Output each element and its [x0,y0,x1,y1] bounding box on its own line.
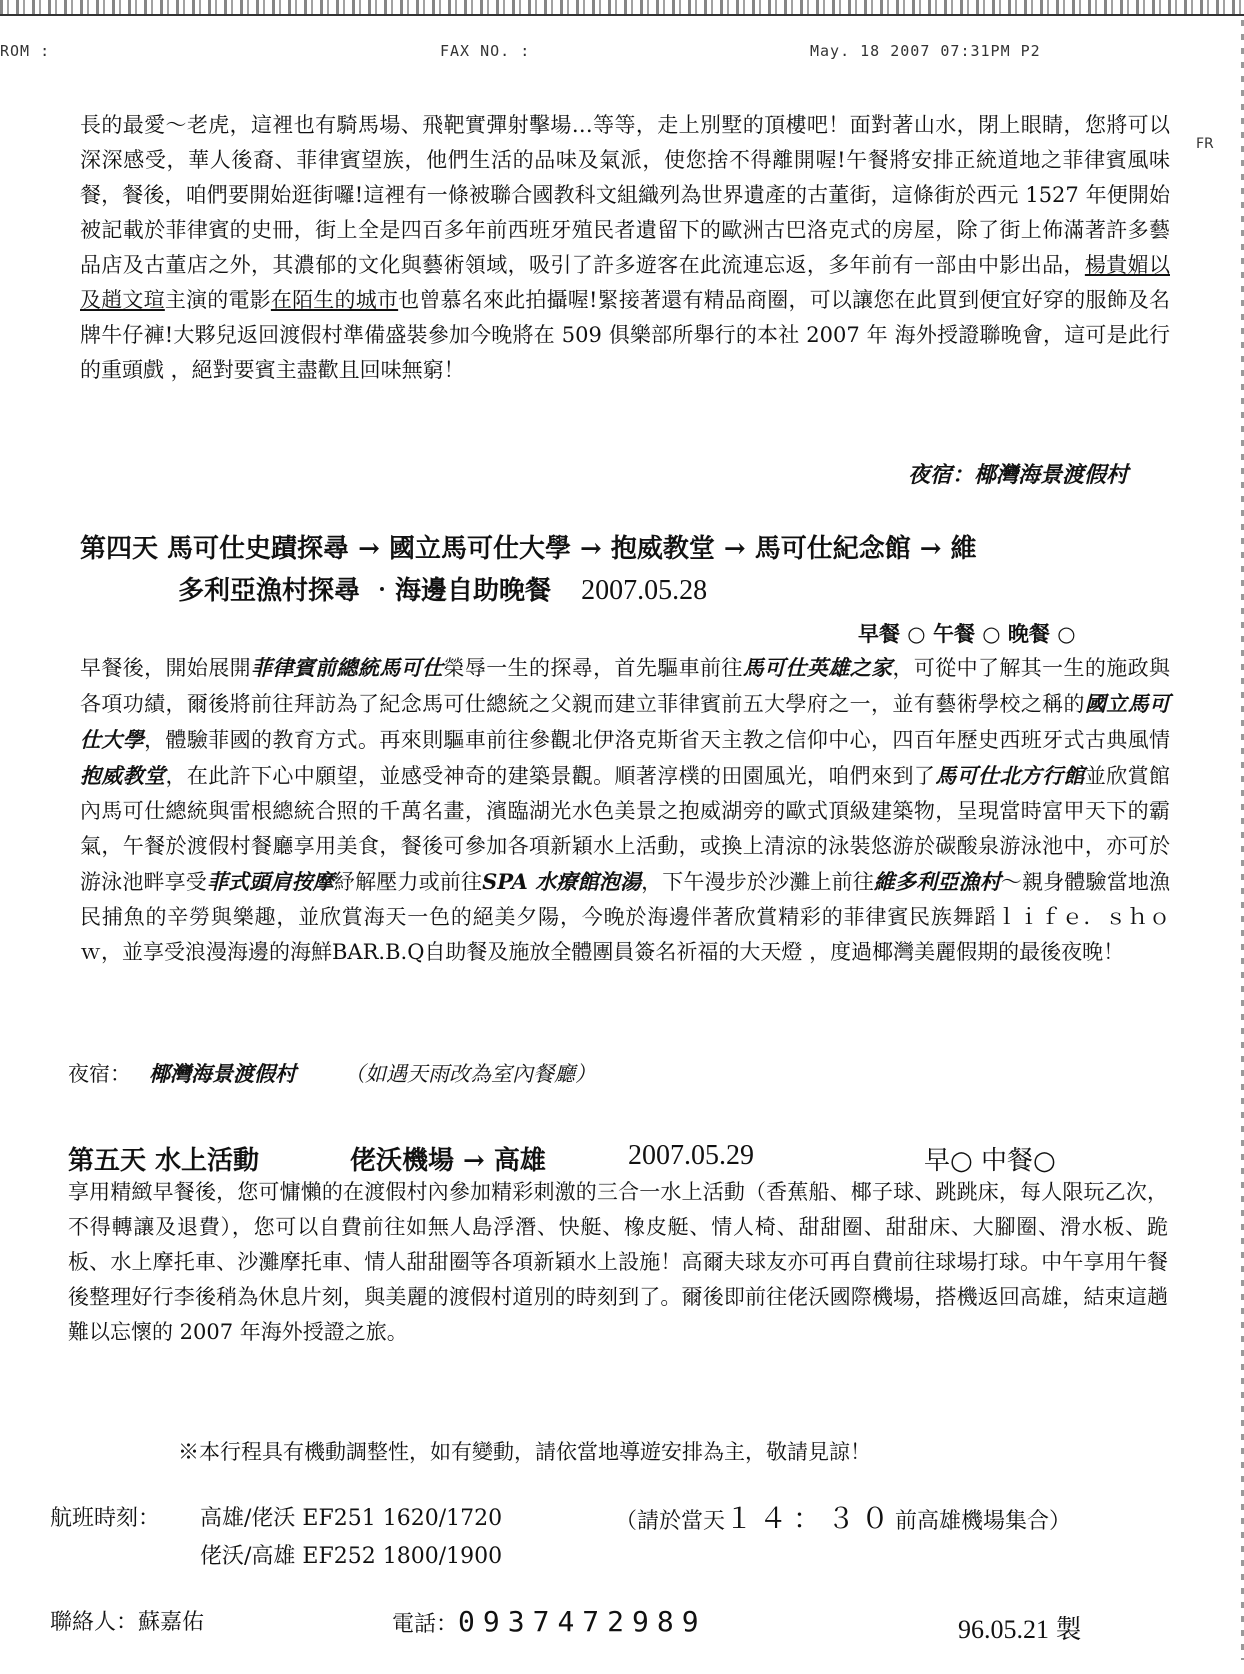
day4-highlight: SPA 水療館泡湯 [482,869,642,894]
flight-label: 航班時刻： [50,1506,161,1531]
side-mark: FR [1196,136,1214,152]
stay-note: （如遇天雨改為室內餐廳） [344,1062,596,1086]
phone-label: 電話： [392,1612,459,1637]
fax-noise-band [0,0,1244,14]
day4-highlight: 馬可仕北方行館 [935,763,1085,788]
stay-label: 夜宿： [68,1062,131,1086]
day4-text: 並欣賞館內馬可仕總統與雷根總統合照的千萬名畫，濱臨湖光水色美景之抱威湖旁的歐式頂級建築物，呈現當時富甲天下的霸氣，午餐於渡假村餐廳享用美食，餐後可參加各項新穎水上活動，或換上清涼的泳裝悠游於碳酸泉游泳池中，亦可於游泳池畔享受 [80,764,1171,894]
day4-title-line1: 第四天 馬可仕史蹟探尋 → 國立馬可仕大學 → 抱威教堂 → 馬可仕紀念館 → 維 [80,534,977,564]
day5-meals: 早○ 中餐○ [924,1146,1056,1176]
day3-paragraph [80,108,1170,388]
day5-route: 佬沃機場 → 高雄 [350,1146,546,1176]
phone [392,1605,707,1638]
footer [0,1605,1244,1645]
flight-return: 佬沃/高雄 EF252 1800/1900 [200,1544,503,1569]
day4-title-line2: 多利亞漁村探尋 ‧海邊自助晚餐 [178,576,552,606]
day4-highlight: 維多利亞漁村 [873,869,1001,894]
day4-title [80,528,1180,612]
day4-meals: 早餐 ○ 午餐 ○ 晚餐 ○ [858,621,1076,646]
day3-stay: 夜宿：椰灣海景渡假村 [908,462,1129,488]
fax-date: May. 18 2007 07:31PM P2 [810,42,1041,60]
gather-pre: （請於當天 [615,1509,726,1534]
fax-top-rule [0,14,1244,16]
day4-text: ～親身體驗當地漁民捕魚的辛勞與樂趣，並欣賞海天一色的絕美夕陽，今晚於海邊伴著欣賞精彩的菲律賓民族舞蹈ｌｉｆｅ．ｓｈｏｗ，並享受浪漫海邊的海鮮BAR.B.Q自助餐及施放全體團員簽名祈福的大天燈 ，度過椰灣美麗假期的最後夜晚！ [80,870,1171,964]
day4-text: ，體驗菲國的教育方式。再來則驅車前往參觀北伊洛克斯省天主教之信仰中心，四百年歷史西班牙式古典風情 [144,728,1170,752]
gather-post: 前高雄機場集合） [895,1509,1072,1534]
actors: 楊貴媚以及趙文瑄 [80,253,1170,312]
day4-text: ，在此許下心中願望，並感受神奇的建築景觀。順著淳樸的田園風光，咱們來到了 [165,764,936,788]
day4-date: 2007.05.28 [581,575,708,606]
day4-highlight: 國立馬可仕大學 [80,691,1170,752]
flight-outbound: 高雄/佬沃 EF251 1620/1720 [200,1506,503,1531]
day4-highlight: 抱威教堂 [80,763,166,788]
day4-highlight: 菲律賓前總統馬可仕 [251,655,444,680]
day4-stay [68,1058,596,1088]
movie-title: 在陌生的城市 [270,288,399,312]
day4-text: 早餐後，開始展開 [80,656,252,680]
day5-label: 第五天 水上活動 [68,1146,260,1176]
itinerary-notice: ※本行程具有機動調整性，如有變動，請依當地導遊安排為主，敬請見諒！ [178,1440,871,1464]
day5-paragraph: 享用精緻早餐後，您可慵懶的在渡假村內參加精彩刺激的三合一水上活動（香蕉船、椰子球、跳跳床，每人限玩乙次，不得轉讓及退費），您可以自費前往如無人島浮潛、快艇、橡皮艇、情人椅、甜甜圈、甜甜床、大腳圈、滑水板、跪板、水上摩托車、沙灘摩托車、情人甜甜圈等各項新穎水上設施！高爾夫球友亦可再自費前往球場打球。中午享用午餐後整理好行李後稍為休息片刻，與美麗的渡假村道別的時刻到了。爾後即前往佬沃國際機場，搭機返回高雄，結束這趟難以忘懷的 2007 年海外授證之旅。 [68,1180,1168,1344]
fax-number: FAX NO. : [440,42,531,60]
day4-text: 榮辱一生的探尋，首先驅車前往 [443,656,743,680]
phone-number: 0937472989 [458,1605,707,1638]
fax-header [0,42,1244,66]
contact-person: 聯絡人：蘇嘉佑 [50,1610,205,1635]
day3-mid: 主演的電影 [164,288,271,312]
day4-highlight: 馬可仕英雄之家 [742,655,893,680]
day4-text: 紓解壓力或前往 [333,870,483,894]
day4-text: ，下午漫步於沙灘上前往 [641,870,874,894]
day3-text: 長的最愛～老虎，這裡也有騎馬場、飛靶實彈射擊場…等等，走上別墅的頂樓吧！面對著山水，閉上眼睛，您將可以深深感受，華人後裔、菲律賓望族，他們生活的品味及氣派，使您捨不得離開喔!午餐將安排正統道地之菲律賓風味餐，餐後，咱們要開始逛街囉!這裡有一條被聯合國教科文組織列為世界遺產的古董街，這條街於西元 1527 年便開始被記載於菲律賓的史冊，街上全是四百多年前西班牙殖民者遺留下的歐洲古巴洛克式的房屋，除了街上佈滿著許多藝品店及古董店之外，其濃郁的文化與藝術領域，吸引了許多遊客在此流連忘返，多年前有一部由中影出品， [80,113,1170,277]
day4-paragraph [80,650,1170,970]
gather-time: １４：３０ [725,1502,896,1535]
fax-from: ROM : [0,42,51,60]
day5-date: 2007.05.29 [628,1140,754,1171]
stay-name: 椰灣海景渡假村 [149,1061,296,1086]
day4-highlight: 菲式頭肩按摩 [206,869,334,894]
gather-note [615,1500,1071,1541]
day3-rest: 也曾慕名來此拍攝喔!緊接著還有精品商圈，可以讓您在此買到便宜好穿的服飾及名牌牛仔褲!大夥兒返回渡假村準備盛裝參加今晚將在 509 俱樂部所舉行的本社 2007 年 海外授證聯晚會，這可是此行的重頭戲 ，絕對要賓主盡歡且回味無窮！ [80,288,1171,382]
made-date: 96.05.21 製 [958,1615,1082,1644]
day4-text: ，可從中了解其一生的施政與各項功績，爾後將前往拜訪為了紀念馬可仕總統之父親而建立菲律賓前五大學府之一，並有藝術學校之稱的 [80,656,1171,716]
day5-title [68,1140,1168,1180]
